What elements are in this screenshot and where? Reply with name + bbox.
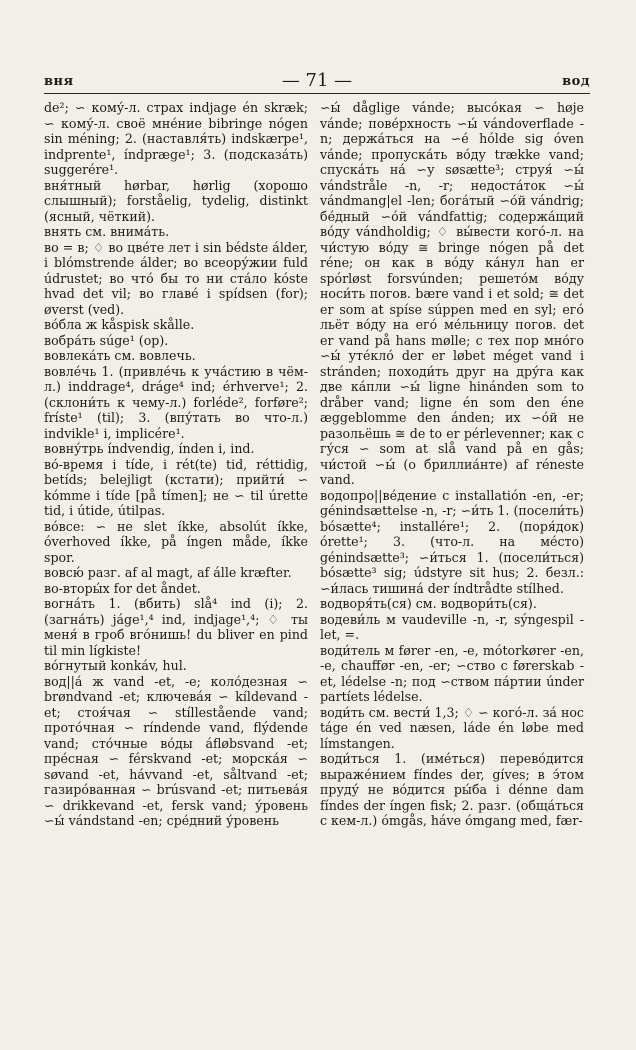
dictionary-entry: води́тель м fører -en, -e, mótorkører -en, -e, chauffør -en, -er; ∽ство с førerskab -et, lédelse -n; под ∽ством па́ртии únder partíets lédelse.: [320, 642, 584, 704]
dictionary-entry: вовну́трь índvendig, índen i, ind.: [44, 441, 255, 456]
dictionary-entry: вобра́ть súge¹ (op).: [44, 332, 169, 348]
dictionary-entry: во́-время i tíde, i rét(te) tid, réttidig, betíds; belejligt (кстати); прийти́ ∽ kómme i tíde [på tímen]; не ∽ til úrette tid, i útide, útilpas.: [44, 456, 308, 518]
dictionary-entry: во = в; ♢ во цве́те лет i sin bédste álder, i blómstrende álder; во всеору́жии fuld údrustet; во что́ бы то ни ста́ло kóste hvad det vil; во главе́ i spídsen (for); øverst (ved).: [44, 239, 308, 317]
right-column: [320, 100, 584, 829]
dictionary-entry: внять см. внима́ть.: [44, 224, 170, 239]
dictionary-entry: de²; ∽ кому́-л. страх indjage én skræk; ∽ кому́-л. своё мне́ние bibringe nógen sin méning; 2. (наставля́ть) indskærpe¹, indprente¹, índpræge¹; 3. (подсказа́ть) suggerére¹.: [44, 100, 308, 177]
dictionary-entry: во-вторы́х for det åndet.: [44, 580, 201, 596]
dictionary-entry: води́ться 1. (име́ться) перево́дится выраже́нием fíndes der, gíves; в э́том пруду́ не во́дится ры́ба i dénne dam fíndes der íngen fisk; 2. разг. (обща́ться с кем-л.) ómgås, háve ómgang med, fær-: [320, 751, 584, 828]
dictionary-entry: вовсю́ разг. af al magt, af álle kræfter.: [44, 565, 292, 580]
page-header: [44, 68, 590, 94]
left-column: [44, 100, 308, 829]
header-left-guide-word: вня: [44, 74, 74, 89]
dictionary-entry: води́ть см. вести́ 1,3; ♢ ∽ кого́-л. за́ нос táge én ved næsen, láde én løbe med límstangen.: [320, 704, 584, 751]
dictionary-entry: вод||а́ ж vand -et, -e; коло́дезная ∽ brøndvand -et; ключева́я ∽ kíldevand -et; стоя́чая ∽ stíllestående vand; прото́чная ∽ ríndende vand, flýdende vand; сто́чные во́ды áfløbsvand -et; пре́сная ∽ férskvand -et; морска́я ∽ søvand -et, hávvand -et, såltvand -et; газиро́ванная ∽ brúsvand -et; питьева́я ∽ drikkevand -et, fersk vand; у́ровень ∽ы́ vándstand -en; сре́дний у́ровень: [44, 673, 308, 828]
dictionary-entry: ∽ы́ dåglige vánde; высо́кая ∽ høje vánde; пове́рхность ∽ы́ vándoverflade -n; держа́ться на ∽е́ hólde sig óven vánde; пропуска́ть во́ду trække vand; спуска́ть на́ ∽у søsætte³; струя́ ∽ы́ vándstråle -n, -r; недоста́ток ∽ы́ vándmang|el -len; бога́тый ∽о́й vándrig; бе́дный ∽о́й vándfattig; содержа́щий во́ду vándholdig; ♢ вы́вести кого́-л. на чи́стую во́ду ≅ bringe nógen på det réne; он как в во́ду ка́нул han er spórløst forsvúnden; решето́м во́ду носи́ть погов. bære vand i et sold; ≅ det er som at spíse súppen med en syl; его́ льёт во́ду на его́ ме́льницу погов. det er vand på hans mølle; с тех пор мно́го ∽ы́ уте́кло́ der er løbet méget vand i stránden; походи́ть друг на дру́га как две ка́пли ∽ы́ ligne hinánden som to dråber vand; ligne én som den éne æggeblomme den ánden; их ∽о́й не разольёшь ≅ de to er pérlevenner; как с гу́ся ∽ som at slå vand på en gås; чи́стой ∽ы́ (о бриллиа́нте) af réneste vand.: [320, 100, 584, 487]
dictionary-entry: водопро||ве́дение с installatión -en, -er; génindsættelse -n, -r; ∽и́ть 1. (посели́ть) bósætte⁴; installére¹; 2. (поря́док) órette¹; 3. (что-л. на ме́сто) génindsætte³; ∽и́ться 1. (посели́ться) bósætte³ sig; údstyre sit hus; 2. безл.: ∽и́лась тишина́ der índtrådte stílhed.: [320, 487, 584, 596]
dictionary-entry: водворя́ть(ся) см. водвори́ть(ся).: [320, 596, 537, 611]
dictionary-entry: во́бла ж kåspisk skålle.: [44, 317, 195, 332]
dictionary-entry: во́все: ∽ не slet íkke, absolút íkke, óverhoved íkke, på íngen måde, íkke spor.: [44, 518, 308, 565]
dictionary-entry: вовлека́ть см. вовлечь.: [44, 348, 196, 363]
dictionary-entry: вовле́чь 1. (привле́чь к уча́стию в чём-л.) inddrage⁴, dráge⁴ ind; érhverve¹; 2. (склони́ть к чему-л.) forléde², forføre²; fríste¹ (til); 3. (впу́тать во что-л.) indvikle¹ i, implicére¹.: [44, 363, 308, 441]
header-right-guide-word: вод: [562, 74, 590, 89]
dictionary-entry: во́гнутый konkáv, hul.: [44, 658, 187, 673]
dictionary-entry: вогна́ть 1. (вбить) slå⁴ ind (i); 2. (загна́ть) jáge¹,⁴ ind, indjage¹,⁴; ♢ ты меня́ в гроб вго́нишь! du bliver en pind til min lígkiste!: [44, 596, 308, 658]
header-rule: [44, 93, 590, 94]
dictionary-entry: вня́тный hørbar, hørlig (хорошо слышный); forståelig, tydelig, distinkt (ясный, чёткий).: [44, 177, 308, 224]
dictionary-entry: водеви́ль м vaudeville -n, -r, sýngespil -let, =.: [320, 611, 584, 642]
page-number: — 71 —: [281, 70, 353, 91]
